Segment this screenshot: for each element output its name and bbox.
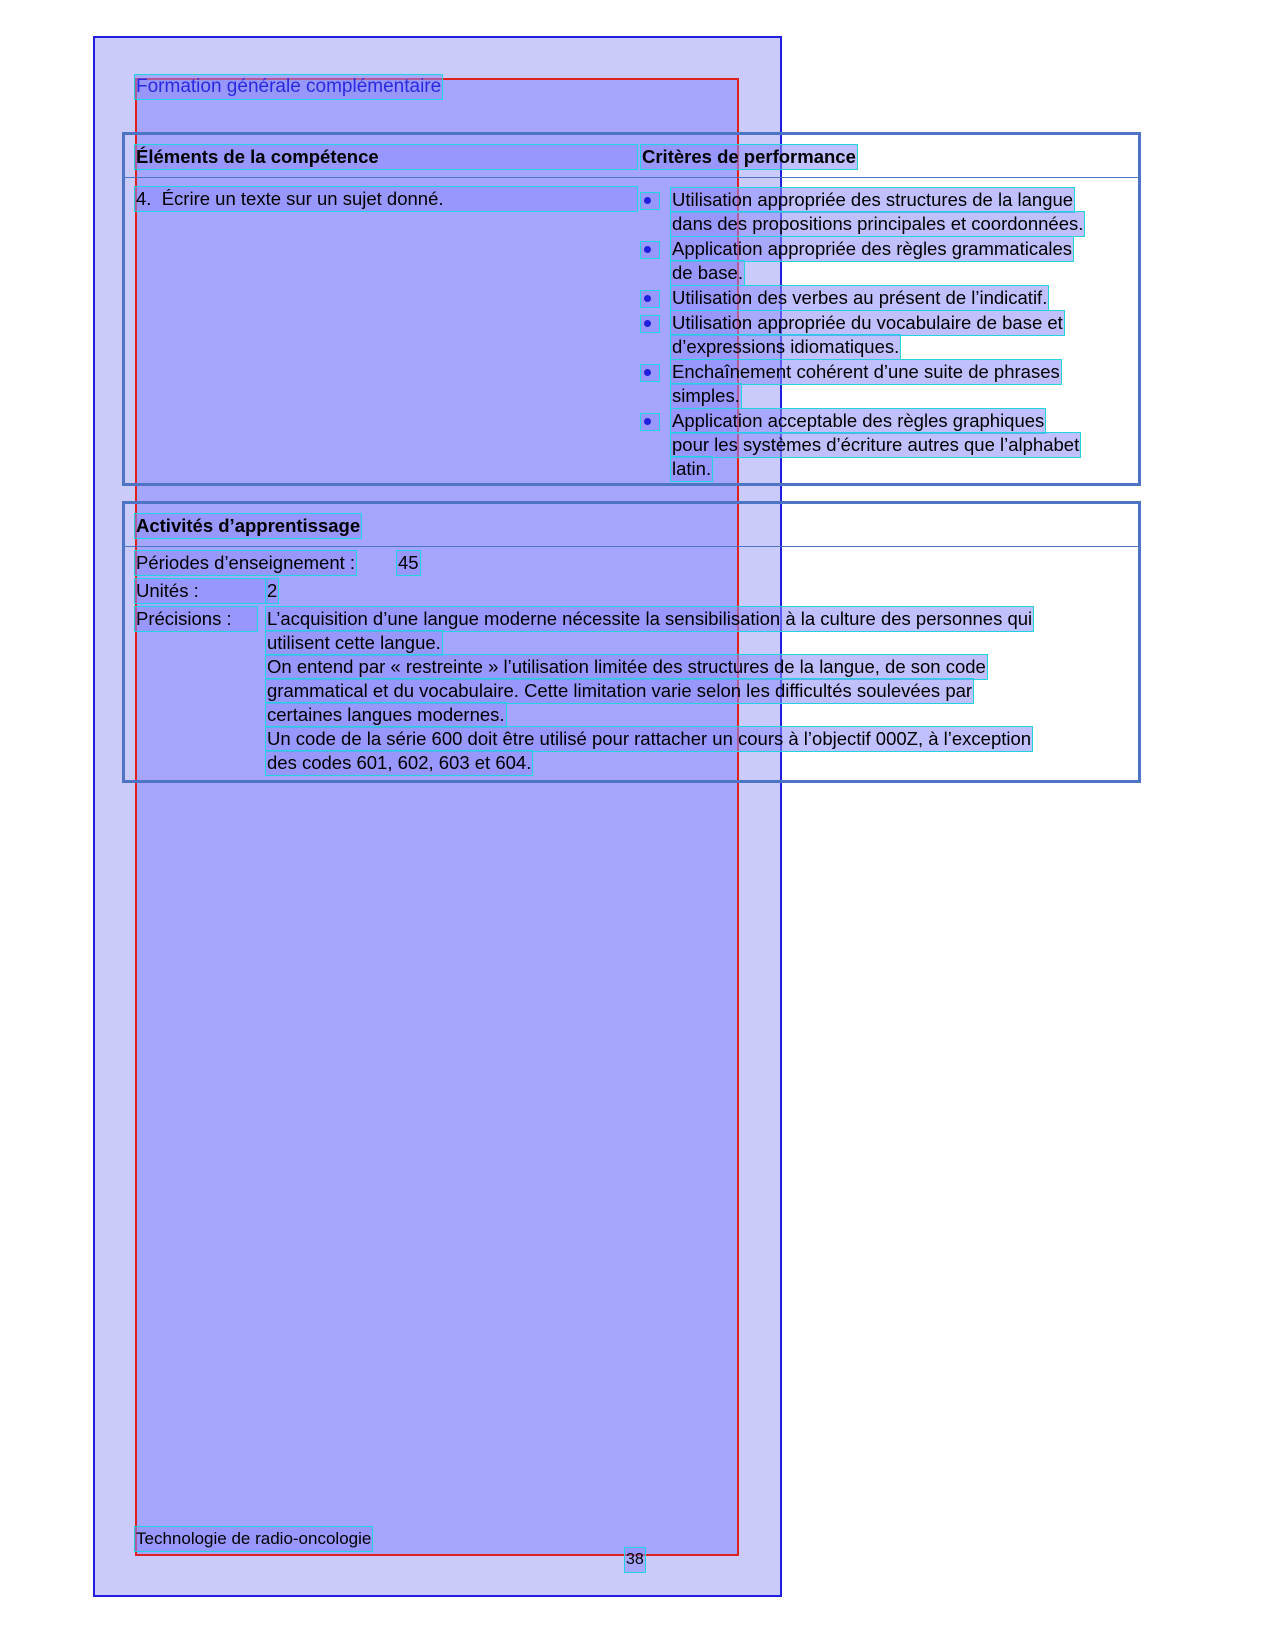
criteria-line: Application acceptable des règles graphiques xyxy=(672,410,1045,431)
units-label: Unités : xyxy=(135,579,267,603)
precisions-line: Un code de la série 600 doit être utilisé pour rattacher un cours à l’objectif 000Z, à l’exception xyxy=(267,728,1032,749)
periods-value: 45 xyxy=(398,552,419,573)
bullet-icon xyxy=(641,316,659,332)
section-title: Formation générale complémentaire xyxy=(136,76,442,97)
table-header-divider xyxy=(125,177,1138,178)
criteria-line: pour les systèmes d’écriture autres que l’alphabet xyxy=(672,434,1080,455)
periods-label: Périodes d’enseignement : xyxy=(136,552,356,573)
criteria-item xyxy=(641,409,1080,479)
criteria-line: de base. xyxy=(672,262,743,283)
bullet-icon xyxy=(641,414,659,430)
criteria-line: dans des propositions principales et coordonnées. xyxy=(672,213,1084,234)
column-header-criteria: Critères de performance xyxy=(642,146,856,167)
page-number: 38 xyxy=(625,1548,645,1572)
criteria-line: Application appropriée des règles grammaticales xyxy=(672,238,1073,259)
precisions-line: des codes 601, 602, 603 et 604. xyxy=(267,752,532,773)
criteria-item xyxy=(641,286,1048,308)
competence-element xyxy=(135,187,637,211)
units-value: 2 xyxy=(267,580,278,601)
criteria-line: latin. xyxy=(672,458,712,479)
precisions-line: L’acquisition d’une langue moderne nécessite la sensibilisation à la culture des personnes qui xyxy=(267,608,1033,629)
criteria-line: Utilisation appropriée du vocabulaire de base et xyxy=(672,312,1063,333)
criteria-line: Utilisation appropriée des structures de la langue xyxy=(672,189,1074,210)
column-header-elements: Éléments de la compétence xyxy=(135,145,637,169)
bullet-icon xyxy=(641,291,659,307)
criteria-item xyxy=(641,237,1073,283)
activities-header-divider xyxy=(125,546,1138,547)
bullet-icon xyxy=(641,193,659,209)
criteria-item xyxy=(641,188,1084,234)
bullet-icon xyxy=(641,242,659,258)
bullet-icon xyxy=(641,365,659,381)
footer-program: Technologie de radio-oncologie xyxy=(135,1527,372,1551)
precisions-line: grammatical et du vocabulaire. Cette limitation varie selon les difficultés soulevées par xyxy=(267,680,973,701)
criteria-item xyxy=(641,311,1063,357)
criteria-line: Enchaînement cohérent d’une suite de phrases xyxy=(672,361,1060,382)
element-text: Écrire un texte sur un sujet donné. xyxy=(161,188,444,209)
precisions-line: On entend par « restreinte » l’utilisation limitée des structures de la langue, de son code xyxy=(267,656,986,677)
criteria-line: d’expressions idiomatiques. xyxy=(672,336,900,357)
criteria-line: Utilisation des verbes au présent de l’indicatif. xyxy=(672,287,1048,308)
criteria-line: simples. xyxy=(672,385,740,406)
precisions-line: certaines langues modernes. xyxy=(267,704,505,725)
criteria-item xyxy=(641,360,1060,406)
element-number: 4. xyxy=(136,188,152,209)
activities-header: Activités d’apprentissage xyxy=(136,515,361,536)
precisions-line: utilisent cette langue. xyxy=(267,632,441,653)
precisions-label: Précisions : xyxy=(135,607,257,631)
